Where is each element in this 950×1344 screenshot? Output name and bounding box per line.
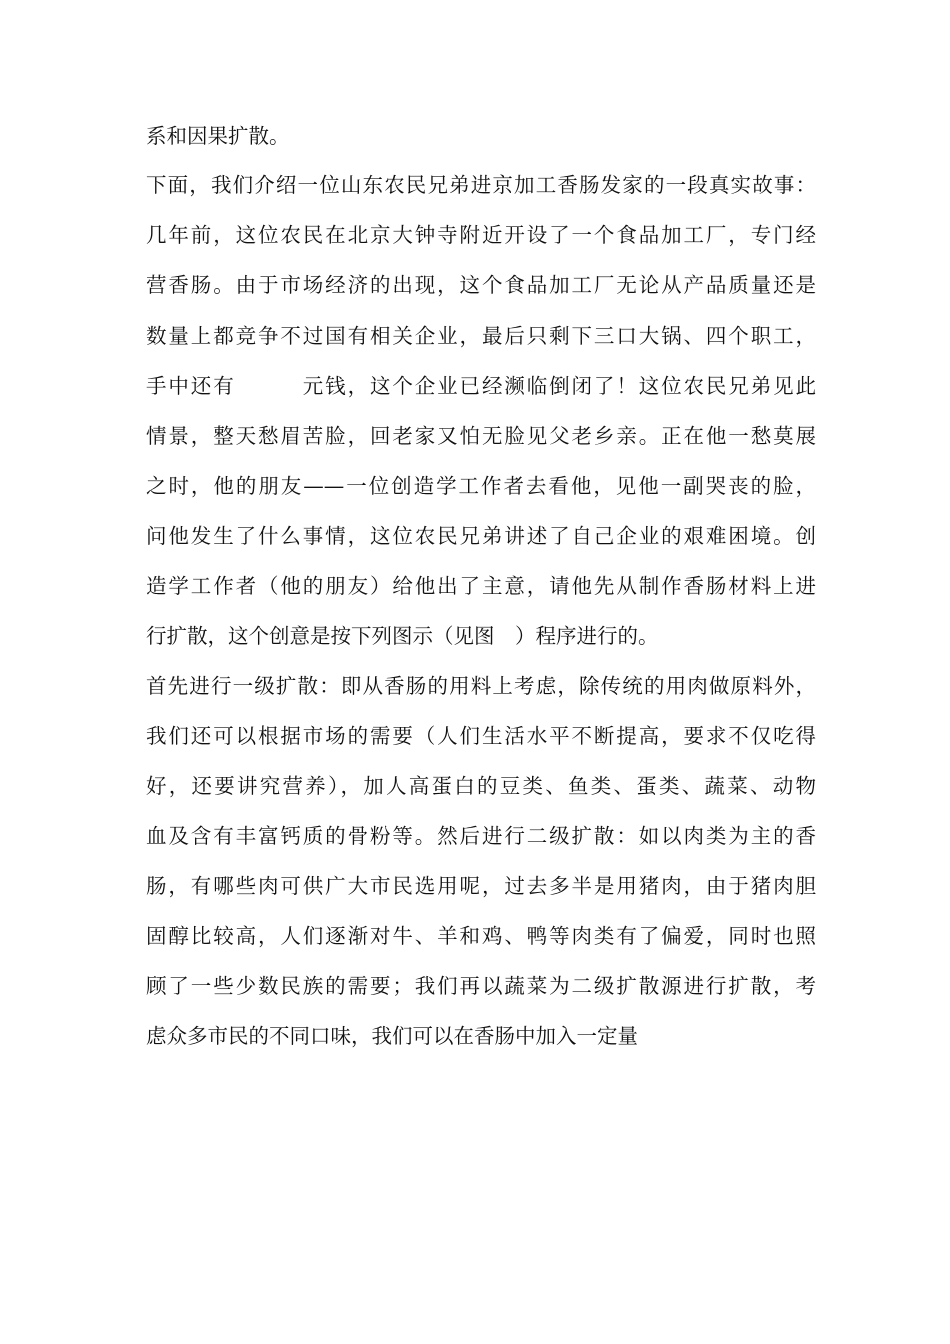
text-line: 首先进行一级扩散：即从香肠的用料上考虑，除传统的用肉做原料外， xyxy=(146,674,816,698)
text-line: 血及含有丰富钙质的骨粉等。然后进行二级扩散：如以肉类为主的香 xyxy=(146,824,816,848)
text-line: 营香肠。由于市场经济的出现，这个食品加工厂无论从产品质量还是 xyxy=(146,273,816,297)
text-line: 造学工作者（他的朋友）给他出了主意，请他先从制作香肠材料上进 xyxy=(146,574,816,598)
text-line: 固醇比较高，人们逐渐对牛、羊和鸡、鸭等肉类有了偏爱，同时也照 xyxy=(146,924,816,948)
text-line: 虑众多市民的不同口味，我们可以在香肠中加入一定量 xyxy=(146,1024,638,1048)
text-line: 系和因果扩散。 xyxy=(146,124,290,148)
text-line: 问他发生了什么事情，这位农民兄弟讲述了自己企业的艰难困境。创 xyxy=(146,524,816,548)
text-line: 数量上都竞争不过国有相关企业，最后只剩下三口大锅、四个职工， xyxy=(146,324,816,348)
text-line: 情景，整天愁眉苦脸，回老家又怕无脸见父老乡亲。正在他一愁莫展 xyxy=(146,424,816,448)
text-line: 手中还有 元钱，这个企业已经濒临倒闭了！这位农民兄弟见此 xyxy=(146,374,816,398)
text-line: 行扩散，这个创意是按下列图示（见图 ）程序进行的。 xyxy=(146,624,659,648)
text-line: 好，还要讲究营养），加人高蛋白的豆类、鱼类、蛋类、蔬菜、动物 xyxy=(146,774,816,798)
text-line: 我们还可以根据市场的需要（人们生活水平不断提高，要求不仅吃得 xyxy=(146,724,816,748)
text-line: 肠，有哪些肉可供广大市民选用呢，过去多半是用猪肉，由于猪肉胆 xyxy=(146,874,816,898)
text-line: 下面，我们介绍一位山东农民兄弟进京加工香肠发家的一段真实故事： xyxy=(146,173,816,197)
text-line: 顾了一些少数民族的需要；我们再以蔬菜为二级扩散源进行扩散，考 xyxy=(146,974,816,998)
text-line: 几年前，这位农民在北京大钟寺附近开设了一个食品加工厂，专门经 xyxy=(146,223,816,247)
text-line: 之时，他的朋友——一位创造学工作者去看他，见他一副哭丧的脸， xyxy=(146,474,816,498)
